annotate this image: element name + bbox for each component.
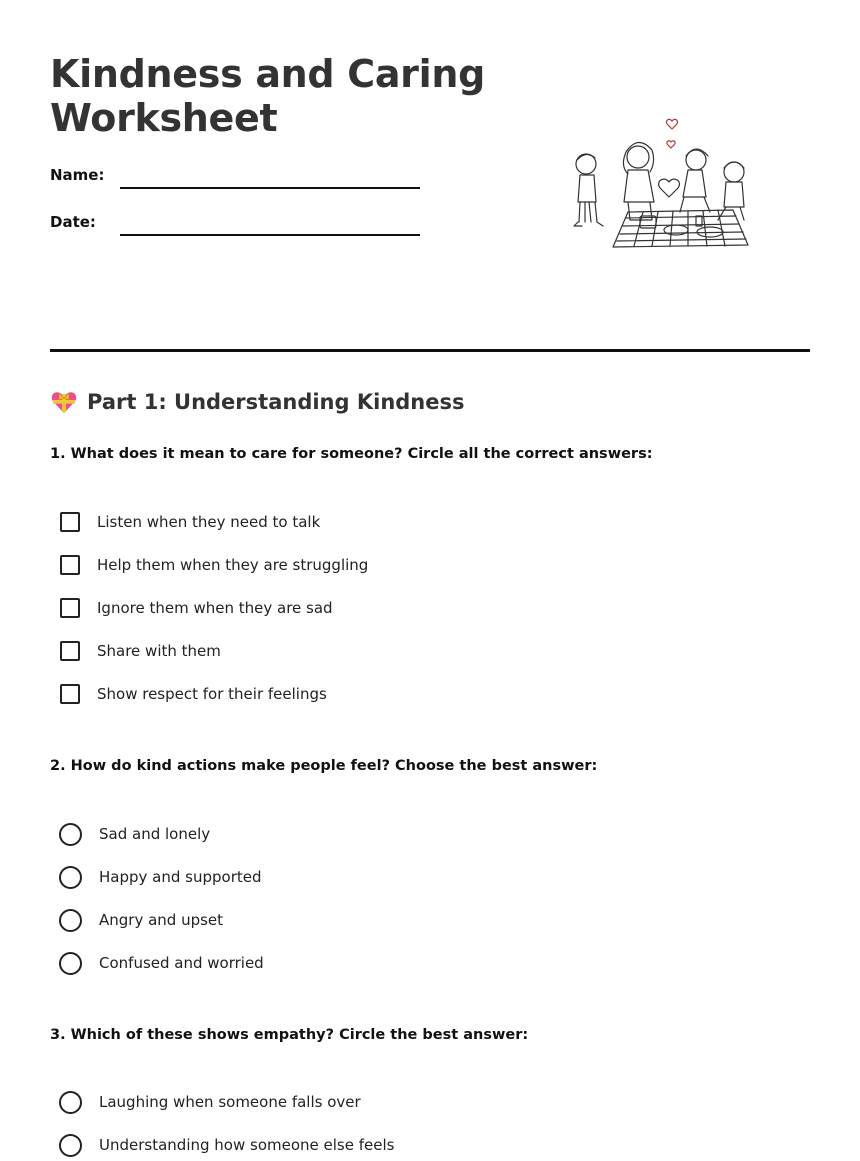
question-2: 2. How do kind actions make people feel? Choose the best answer: bbox=[50, 758, 598, 774]
children-picnic-illustration bbox=[568, 112, 754, 252]
radio-button[interactable] bbox=[59, 866, 82, 889]
checkbox[interactable] bbox=[60, 512, 80, 532]
name-field[interactable] bbox=[120, 187, 420, 189]
radio-button[interactable] bbox=[59, 823, 82, 846]
option-label: Angry and upset bbox=[99, 911, 224, 929]
option-label: Show respect for their feelings bbox=[97, 685, 327, 703]
q2-option-4[interactable] bbox=[60, 950, 264, 976]
section-divider bbox=[50, 349, 810, 352]
q2-option-2[interactable] bbox=[60, 864, 262, 890]
worksheet-title: Kindness and Caring Worksheet bbox=[50, 52, 485, 140]
checkbox[interactable] bbox=[60, 641, 80, 661]
radio-button[interactable] bbox=[59, 952, 82, 975]
q3-option-1[interactable] bbox=[60, 1089, 361, 1115]
checkbox[interactable] bbox=[60, 598, 80, 618]
date-field[interactable] bbox=[120, 234, 420, 236]
q1-option-2[interactable] bbox=[60, 552, 368, 578]
section-heading-part1 bbox=[50, 388, 465, 416]
option-label: Help them when they are struggling bbox=[97, 556, 369, 574]
q3-option-2[interactable] bbox=[60, 1132, 394, 1158]
option-label: Listen when they need to talk bbox=[97, 513, 321, 531]
date-label: Date: bbox=[50, 213, 96, 231]
q2-option-1[interactable] bbox=[60, 821, 210, 847]
question-3: 3. Which of these shows empathy? Circle the best answer: bbox=[50, 1027, 529, 1043]
heart-with-ribbon-icon bbox=[50, 388, 78, 416]
q2-option-3[interactable] bbox=[60, 907, 223, 933]
section-title-text: Part 1: Understanding Kindness bbox=[87, 390, 465, 414]
option-label: Laughing when someone falls over bbox=[99, 1093, 361, 1111]
option-label: Share with them bbox=[97, 642, 221, 660]
radio-button[interactable] bbox=[59, 1091, 82, 1114]
checkbox[interactable] bbox=[60, 555, 80, 575]
option-label: Sad and lonely bbox=[99, 825, 211, 843]
checkbox[interactable] bbox=[60, 684, 80, 704]
name-label: Name: bbox=[50, 166, 105, 184]
option-label: Confused and worried bbox=[99, 954, 264, 972]
radio-button[interactable] bbox=[59, 909, 82, 932]
q1-option-5[interactable] bbox=[60, 681, 327, 707]
option-label: Happy and supported bbox=[99, 868, 262, 886]
radio-button[interactable] bbox=[59, 1134, 82, 1157]
option-label: Ignore them when they are sad bbox=[97, 599, 333, 617]
question-1: 1. What does it mean to care for someone? Circle all the correct answers: bbox=[50, 446, 653, 462]
q1-option-4[interactable] bbox=[60, 638, 221, 664]
q1-option-1[interactable] bbox=[60, 509, 320, 535]
q1-option-3[interactable] bbox=[60, 595, 333, 621]
option-label: Understanding how someone else feels bbox=[99, 1136, 395, 1154]
